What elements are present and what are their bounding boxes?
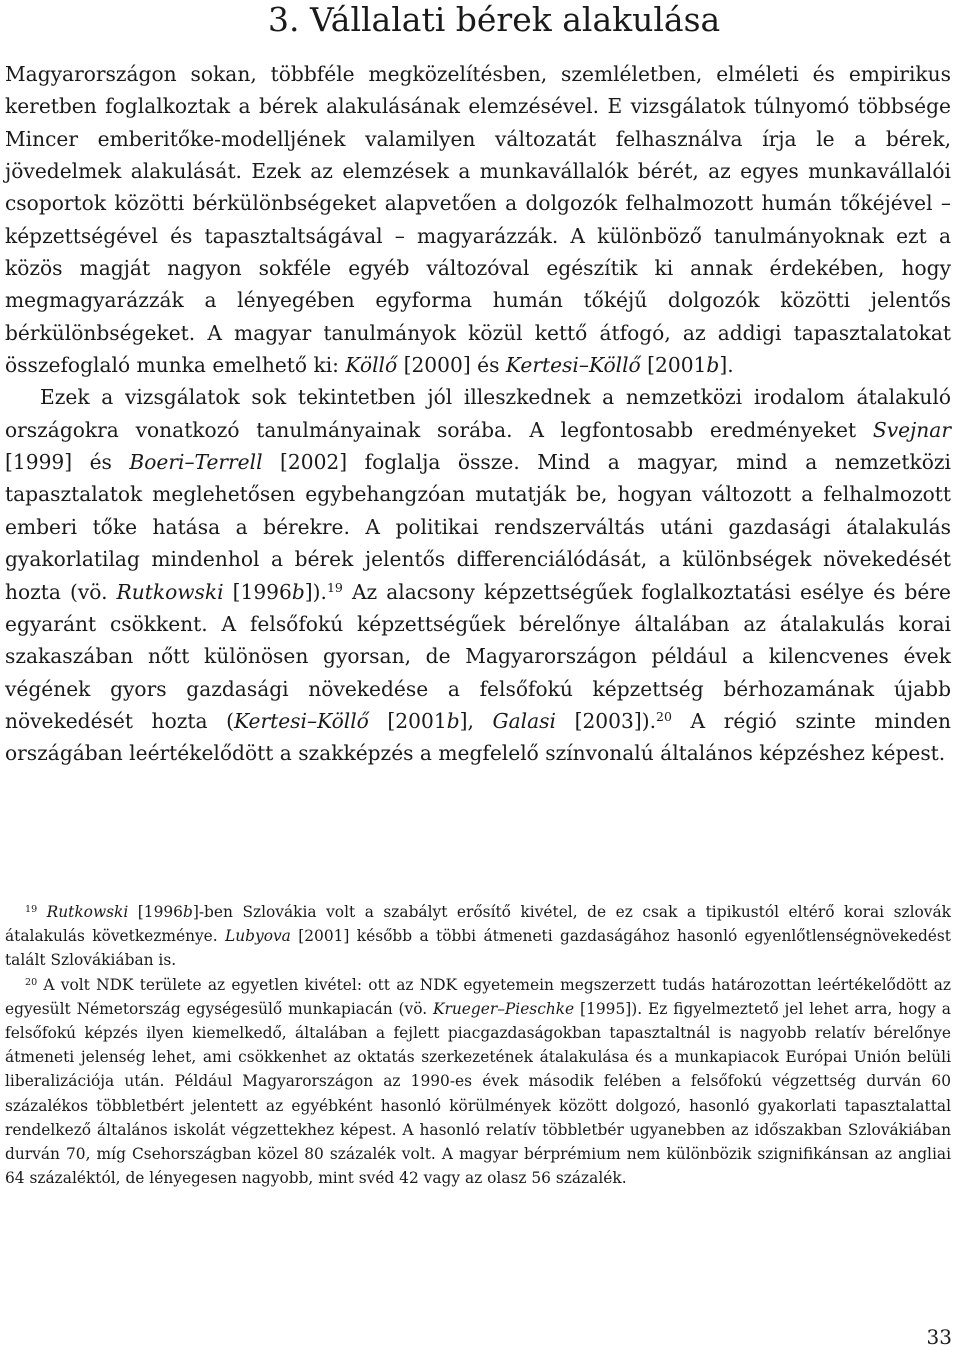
citation-author: Kertesi–Köllő (505, 353, 641, 378)
footnote-number: 20 (25, 976, 38, 988)
page-number: 33 (926, 1325, 952, 1349)
body-text (5, 58, 951, 770)
citation-author: Boeri–Terrell (129, 450, 263, 475)
footnote-19: $^{19}$ Rutkowski [1996b]-ben Szlovákia volt a szabályt erősítő kivétel, de ez csak a tipikustól eltérő korai szlovák átalakulás következménye. Lubyova [2001] később a többi átmeneti gazdaságához hasonló egyenlőtlenségnövekedést talált Szlovákiában is. (5, 903, 951, 970)
paragraph-1: Magyarországon sokan, többféle megközelítésben, szemléletben, elméleti és empirikus keretben foglalkoztak a bérek alakulásának elemzésével. E vizsgálatok túlnyomó többsége Mincer emberitőke-modelljének valamilyen változatát felhasználva írja le a bérek, jövedelmek alakulását. Ezek az elemzések a munkavállalók bérét, az egyes munkavállalói csoportok közötti bérkülönbségeket alapvetően a dolgozók felhalmozott humán tőkéjével – képzettségével és tapasztaltságával – magyarázzák. A különböző tanulmányoknak ezt a közös magját nagyon sokféle egyéb változóval egészítik ki annak érdekében, hogy megmagyarázzák a lényegében egyforma humán tőkéjű dolgozók közötti jelentős bérkülönbségeket. A magyar tanulmányok közül kettő átfogó, az addigi tapasztalatokat összefoglaló munka emelhető ki: Köllő [2000] és Kertesi–Köllő [2001b]. (5, 62, 951, 378)
footnotes (5, 900, 951, 1190)
footnote-ref-19[interactable]: 19 (326, 579, 343, 595)
paragraph-2: Ezek a vizsgálatok sok tekintetben jól illeszkednek a nemzetközi irodalom átalakuló országokra vonatkozó tanulmányainak sorába. A legfontosabb eredményeket Svejnar [1999] és Boeri–Terrell [2002] foglalja össze. Mind a magyar, mind a nemzetközi tapasztalatok meglehetősen egybehangzóan mutatják be, hogyan változott a felhalmozott emberi tőke hatása a bérekre. A politikai rendszerváltás utáni gazdasági átalakulás gyakorlatilag mindenhol a bérek jelentős differenciálódását, a különbségek növekedését hozta (vö. Rutkowski [1996b]).$^{19}$ Az alacsony képzettségűek foglalkoztatási esélye és bére egyaránt csökkent. A felsőfokú képzettségűek bérelőnye általában az átalakulás korai szakaszában nőtt különösen gyorsan, de Magyarországon például a kilencvenes évek végének gyors gazdasági növekedése a felsőfokú képzettség bérhozamának újabb növekedését hozta (Kertesi–Köllő [2001b], Galasi [2003]).$^{20}$ A régió szinte minden országában leértékelődött a szakképzés a megfelelő színvonalú általános képzéshez képest. (5, 385, 951, 766)
citation-author: Galasi (492, 708, 556, 733)
section-heading: 3. Vállalati bérek alakulása (268, 0, 721, 39)
citation-author: Krueger–Pieschke (433, 999, 575, 1018)
citation-author: Rutkowski (46, 903, 129, 921)
footnote-ref-20[interactable]: 20 (656, 709, 672, 724)
footnote-number: 19 (25, 903, 38, 915)
footnote-20: $^{20}$ A volt NDK területe az egyetlen kivétel: ott az NDK egyetemein megszerzett tudás határozottan leértékelődött az egyesült Németország egységesülő munkapiacán (vö. Krueger–Pieschke [1995]). Ez figyelmeztető jel lehet arra, hogy a felsőfokú képzés ilyen kiemelkedő, általában a fejlett piacgazdaságokban tapasztaltnál is nagyobb relatív bérelőnye átmeneti jelenség lehet, ami csökkenhet az oktatás szerkezetének átalakulása és a munkapiacok Európai Unión belüli liberalizációja után. Például Magyarországon az 1990-es évek második felében a felsőfokú végzettség durván 60 százalékos többletbért jelentett az egyébként hasonló körülmények között dolgozó, hasonló gyakorlati tapasztalattal rendelkező általános iskolát végzettekhez képest. A hasonló relatív többletbér ugyanebben az időszakban Szlovákiában durván 70, míg Csehországban közel 80 százalék volt. A magyar bérprémium nem különbözik szignifikánsan az angliai 64 százaléktól, de lényegesen nagyobb, mint svéd 42 vagy az olasz 56 százalék. (5, 975, 951, 1188)
citation-author: Lubyova (225, 927, 291, 946)
citation-author: Kertesi–Köllő (233, 708, 369, 733)
citation-author: Rutkowski (116, 579, 224, 604)
citation-author: Svejnar (872, 417, 951, 442)
citation-author: Köllő (345, 353, 398, 378)
